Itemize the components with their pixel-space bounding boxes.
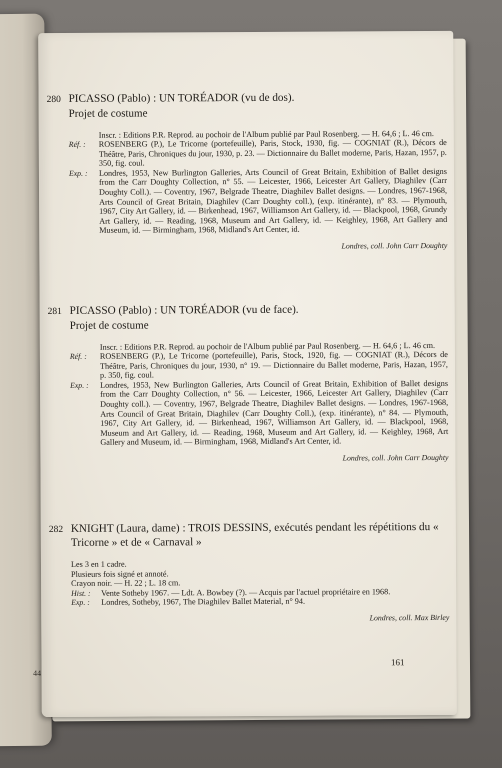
line-label: Réf. : [69,351,87,362]
line-text: ROSENBERG (P.), Le Tricorne (portefeuille), Paris, Stock, 1930, fig. — COGNIAT (R.), Décors de Théâtre, Paris, Chroniques du jour, 1930, p. 23. — Dictionnaire du Ballet moderne, Paris, Hazan, 1957, p. 350, fig. coul. [98,138,447,169]
line-label: Réf. : [68,139,86,150]
entry-subtitle: Projet de costume [69,319,149,332]
entry-heading [49,521,449,550]
entry-number: 280 [46,94,61,106]
entry-line [69,167,447,236]
entry-body [48,340,449,464]
line-text: ROSENBERG (P.), Le Tricorne (portefeuille), Paris, Stock, 1920, fig. — COGNIAT (R.), Décors de Théâtre, Paris, Chroniques du jour, 1930, n° 19. — Dictionnaire du Ballet moderne, Paris, Hazan, 1957, p. 350, fig. coul. [99,350,448,381]
line-label [70,342,100,352]
entry-line: Crayon noir. — H. 22 ; L. 18 cm. [71,578,181,589]
line-label: Exp. : [70,380,89,390]
entry-body [47,128,448,252]
entry-title: KNIGHT (Laura, dame) : TROIS DESSINS, exécutés pendant les répétitions du « Tricorne » et de « Carnaval » [70,521,439,549]
entry-credit: Londres, coll. Max Birley [369,612,450,623]
line-label: Exp. : [71,598,90,608]
book-page [38,31,457,717]
entry-credit: Londres, coll. John Carr Doughty [342,452,449,463]
catalog-entry-281 [48,303,449,465]
entry-line [70,350,448,381]
left-page-number: 44 [33,668,42,678]
entry-number: 281 [47,306,62,318]
entry-line [71,596,449,608]
entry-heading [47,91,447,121]
entry-line [70,379,448,448]
line-text: Inscr. : Editions P.R. Reprod. au pochoir de l'Album publié par Paul Rosenberg. — H. 64,6 ; L. 46 cm. [99,340,436,352]
entry-number: 282 [48,524,64,536]
entry-credit: Londres, coll. John Carr Doughty [341,240,448,251]
line-text: Londres, Sotheby, 1967, The Diaghilev Ballet Material, n° 94. [101,597,306,608]
entry-title: PICASSO (Pablo) : UN TORÉADOR (vu de dos). [68,91,295,105]
entry-heading [48,303,448,333]
entry-line: Les 3 en 1 cadre. [70,559,127,569]
page-number: 161 [390,657,405,668]
entry-line: Plusieurs fois signé et annoté. [71,569,169,579]
line-label [69,130,99,140]
line-text: Vente Sotheby 1967. — Ldt. A. Bowbey (?). — Acquis par l'actuel propriétaire en 1968. [101,587,391,598]
catalog-entry-280 [47,91,448,253]
entry-body [49,558,449,625]
line-text: Londres, 1953, New Burlington Galleries, Arts Council of Great Britain, Exhibition of Ballet designs from the Carr Doughty Collection, n° 56. — Leicester, 1966, Leicester Art Gallery, Diaghilev (Carr Doughty coll.). — Coventry, 1967, Belgrade Theatre, Diaghilev Ballet designs. — Londres, 1967-1968, Arts Council of Great Britain, Diaghilev (Carr Doughty Coll.), (exp. itinérante), n° 84. — Plymouth, 1967, City Art Gallery, id. — Birkenhead, 1967, Williamson Art Gallery, id. — Blackpool, 1968, Museum and Art Gallery, id. — Reading, 1968, Museum and Art Gallery, id. — Keighley, 1968, Art Gallery and Museum, id. — Birmingham, 1968, Midland's Art Center, id. [100,378,449,448]
entry-subtitle: Projet de costume [68,107,148,120]
catalog-entry-282 [49,521,450,625]
entry-title: PICASSO (Pablo) : UN TORÉADOR (vu de face). [69,303,299,317]
line-label: Hist. : [71,588,91,598]
line-label: Exp. : [68,168,88,178]
entry-line [69,138,447,169]
line-text: Inscr. : Editions P.R. Reprod. au pochoir de l'Album publié par Paul Rosenberg. — H. 64,6 ; L. 46 cm. [98,128,434,140]
line-text: Londres, 1953, New Burlington Galleries, Arts Council of Great Britain, Exhibition of Ballet designs from the Carr Doughty Collection, n° 55. — Leicester, 1966, Leicester Art Gallery, Diaghilev (Carr Doughty Coll.). — Coventry, 1967, Belgrade Theatre, Diaghilev Ballet designs. — Londres, 1967-1968, Arts Council of Great Britain, Diaghilev (Carr Doughty coll.), (exp. itinérante), n° 83. — Plymouth, 1967, City Art Gallery, id. — Birkenhead, 1967, Williamson Art Gallery, id. — Blackpool, 1968, Grundy Art Gallery, id. — Reading, 1968, Museum and Art Gallery, id. — Keighley, 1968, Art Gallery and Museum, id. — Birmingham, 1968, Midland's Art Center, id. [98,166,448,236]
